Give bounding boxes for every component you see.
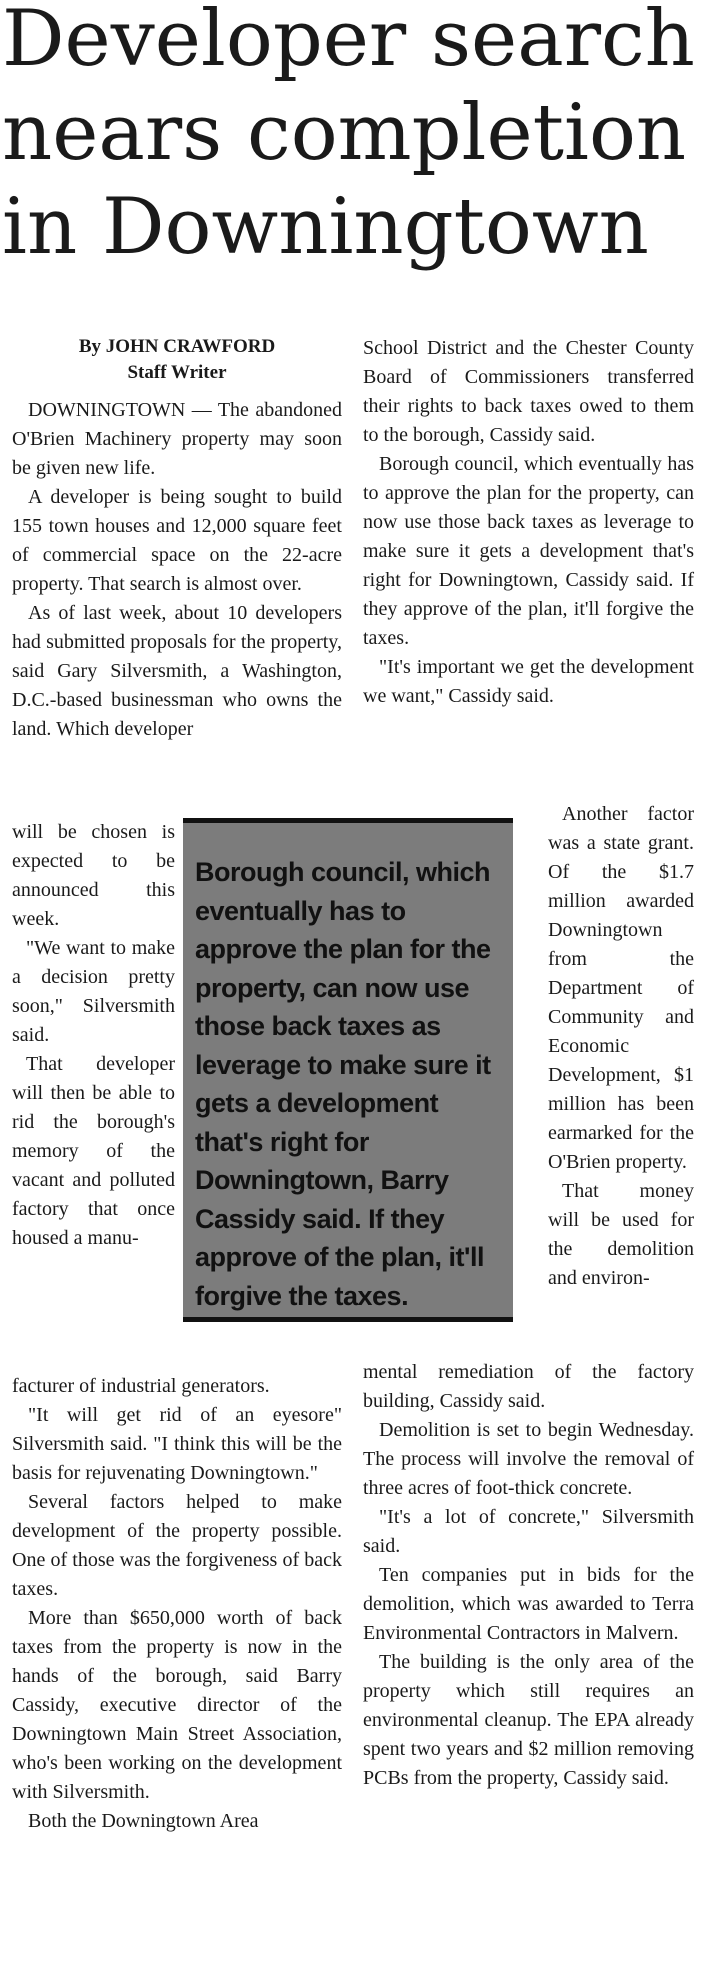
byline [12, 334, 342, 386]
left-bottom-column [12, 1372, 342, 1836]
paragraph: That developer will then be able to rid the borough's memory of the vacant and polluted factory that once housed a manu- [12, 1053, 175, 1249]
paragraph: "It's a lot of concrete," Silversmith said. [363, 1506, 694, 1557]
paragraph: Another factor was a state grant. Of the $1.7 million awarded Downingtown from the Department of Community and Economic Development, $1 million has been earmarked for the O'Brien property. [548, 803, 694, 1173]
right-narrow-column [548, 800, 694, 1293]
headline [2, 0, 722, 274]
paragraph: Demolition is set to begin Wednesday. The process will involve the removal of three acres of foot-thick concrete. [363, 1419, 694, 1499]
left-column [12, 334, 342, 744]
paragraph: More than $650,000 worth of back taxes from the property is now in the hands of the borough, said Barry Cassidy, executive director of the Downingtown Main Street Association, who's been working on the development with Silversmith. [12, 1607, 342, 1803]
paragraph: Both the Downingtown Area [28, 1810, 259, 1832]
left-narrow-column [12, 818, 175, 1253]
byline-role: Staff Writer [127, 362, 227, 383]
paragraph: "It will get rid of an eyesore" Silversmith said. "I think this will be the basis for rejuvenating Downingtown." [12, 1404, 342, 1484]
headline-line-1: Developer search [2, 0, 695, 84]
paragraph: facturer of industrial generators. [12, 1375, 270, 1397]
paragraph: As of last week, about 10 developers had submitted proposals for the property, said Gary Silversmith, a Washington, D.C.-based businessman who owns the land. Which developer [12, 602, 342, 740]
paragraph: The building is the only area of the property which still requires an environmental cleanup. The EPA already spent two years and $2 million removing PCBs from the property, Cassidy said. [363, 1651, 694, 1789]
pull-quote: Borough council, which eventually has to approve the plan for the property, can now use those back taxes as leverage to make sure it gets a development that's right for Downingtown, Barry Cassidy said. If they approve of the plan, it'll forgive the taxes. [183, 818, 513, 1322]
paragraph: A developer is being sought to build 155 town houses and 12,000 square feet of commercial space on the 22-acre property. That search is almost over. [12, 486, 342, 595]
headline-line-2: nears completion [2, 88, 687, 178]
right-column [363, 334, 694, 711]
paragraph: Several factors helped to make development of the property possible. One of those was the forgiveness of back taxes. [12, 1491, 342, 1600]
paragraph: DOWNINGTOWN — The abandoned O'Brien Machinery property may soon be given new life. [12, 399, 342, 479]
byline-author: By JOHN CRAWFORD [78, 336, 276, 357]
paragraph: will be chosen is expected to be announced this week. [12, 821, 175, 930]
paragraph: That money will be used for the demolition and environ- [548, 1180, 694, 1289]
paragraph: School District and the Chester County Board of Commissioners transferred their rights to back taxes owed to them to the borough, Cassidy said. [363, 337, 694, 446]
paragraph: Ten companies put in bids for the demolition, which was awarded to Terra Environmental Contractors in Malvern. [363, 1564, 694, 1644]
paragraph: "It's important we get the development we want," Cassidy said. [363, 656, 694, 707]
headline-line-3: in Downingtown [2, 182, 649, 272]
paragraph: "We want to make a decision pretty soon," Silversmith said. [12, 937, 175, 1046]
right-bottom-column [363, 1358, 694, 1793]
paragraph: mental remediation of the factory building, Cassidy said. [363, 1361, 694, 1412]
paragraph: Borough council, which eventually has to approve the plan for the property, can now use those back taxes as leverage to make sure it gets a development that's right for Downingtown, Cassidy said. If they approve of the plan, it'll forgive the taxes. [363, 453, 694, 649]
